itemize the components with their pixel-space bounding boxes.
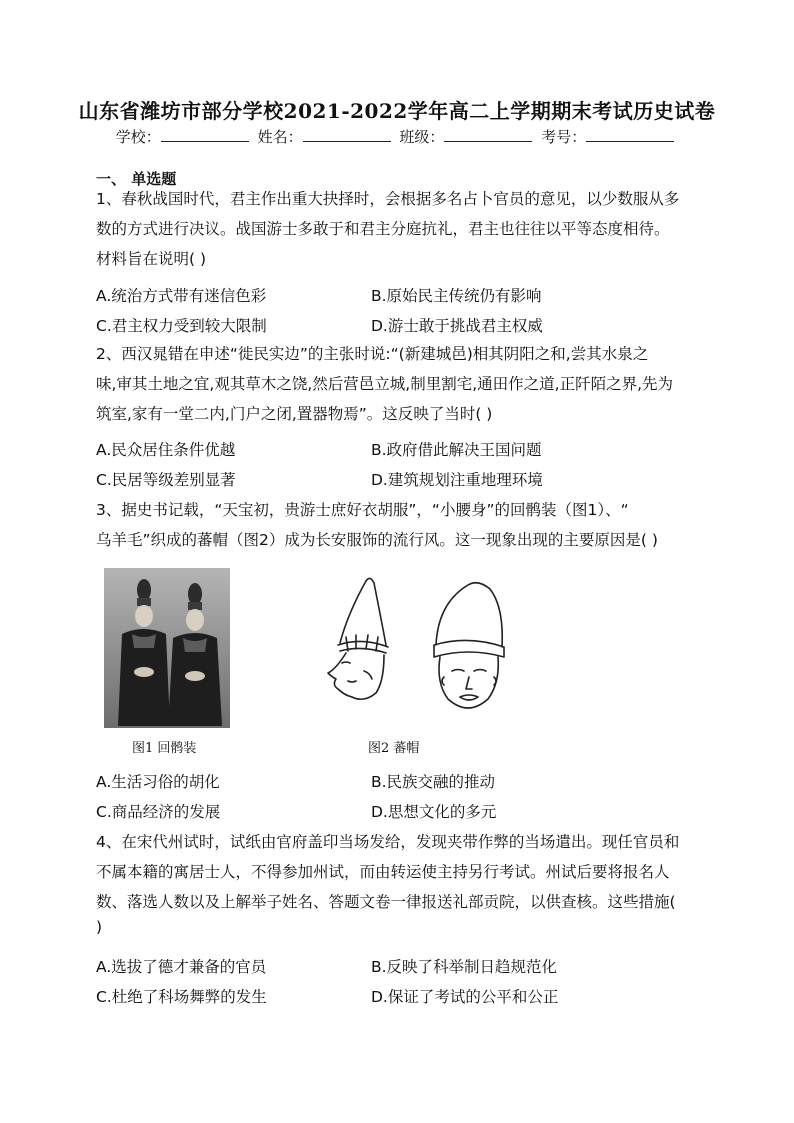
q2-option-c[interactable]: C.民居等级差别显著 [96,471,236,489]
q2-option-a[interactable]: A.民众居住条件优越 [96,441,236,459]
question-4-text [96,827,702,937]
number-label: 考号： [541,128,587,146]
q3-option-d[interactable]: D.思想文化的多元 [371,803,497,821]
name-label: 姓名： [257,128,303,146]
question-line: 3、据史书记载，“天宝初，贵游士庶好衣胡服”，“小腰身”的回鹘装（图1）、“ [96,501,629,519]
name-blank[interactable] [303,127,391,142]
q1-option-c[interactable]: C.君主权力受到较大限制 [96,317,267,335]
figure-1-caption: 图1 回鹘装 [132,741,197,756]
question-line: 乌羊毛”织成的蕃帽（图2）成为长安服饰的流行风。这一现象出现的主要原因是( ) [96,531,658,549]
school-label: 学校： [115,128,161,146]
figure-2-fan-hat-image [318,573,528,723]
question-line: 数、落选人数以及上解举子姓名、答题文卷一律报送礼部贡院，以供查核。这些措施( [96,893,676,911]
question-line: 味,审其土地之宜,观其草木之饶,然后营邑立城,制里割宅,通田作之道,正阡陌之界,先为 [96,375,673,393]
question-line: 2、西汉晁错在申述“徙民实边”的主张时说:“(新建城邑)相其阴阳之和,尝其水泉之 [96,345,649,363]
number-blank[interactable] [586,127,674,142]
q4-option-b[interactable]: B.反映了科举制日趋规范化 [371,958,558,976]
question-line: 材料旨在说明( ) [96,250,207,268]
section-heading: 一、 单选题 [96,170,177,188]
student-info-line [0,126,794,147]
question-line: 4、在宋代州试时，试纸由官府盖印当场发给，发现夹带作弊的当场遣出。现任官员和 [96,833,680,851]
q1-option-a[interactable]: A.统治方式带有迷信色彩 [96,287,267,305]
question-3-text [96,495,702,555]
q4-option-c[interactable]: C.杜绝了科场舞弊的发生 [96,988,267,1006]
q3-option-a[interactable]: A.生活习俗的胡化 [96,773,220,791]
q3-option-c[interactable]: C.商品经济的发展 [96,803,221,821]
class-blank[interactable] [444,127,532,142]
question-line: 数的方式进行决议。战国游士多敢于和君主分庭抗礼，君主也往往以平等态度相待。 [96,220,670,238]
question-line: 1、春秋战国时代，君主作出重大抉择时，会根据多名占卜官员的意见，以少数服从多 [96,190,680,208]
question-1-text [96,184,702,274]
figure-2-caption: 图2 蕃帽 [368,741,420,756]
question-line: 不属本籍的寓居士人，不得参加州试，而由转运使主持另行考试。州试后要将报名人 [96,863,670,881]
exam-title: 山东省潍坊市部分学校2021-2022学年高二上学期期末考试历史试卷 [78,99,716,123]
q4-option-a[interactable]: A.选拔了德才兼备的官员 [96,958,267,976]
question-line: 筑室,家有一堂二内,门户之闭,置器物焉”。这反映了当时( ) [96,405,493,423]
class-label: 班级： [399,128,445,146]
q3-option-b[interactable]: B.民族交融的推动 [371,773,496,791]
q1-option-b[interactable]: B.原始民主传统仍有影响 [371,287,542,305]
q2-option-b[interactable]: B.政府借此解决王国问题 [371,441,542,459]
q2-option-d[interactable]: D.建筑规划注重地理环境 [371,471,543,489]
question-2-text [96,339,702,429]
q4-option-d[interactable]: D.保证了考试的公平和公正 [371,988,559,1006]
q1-option-d[interactable]: D.游士敢于挑战君主权威 [371,317,543,335]
school-blank[interactable] [161,127,249,142]
figure-1-uyghur-dress-image [104,568,230,728]
question-line: ) [96,918,103,936]
